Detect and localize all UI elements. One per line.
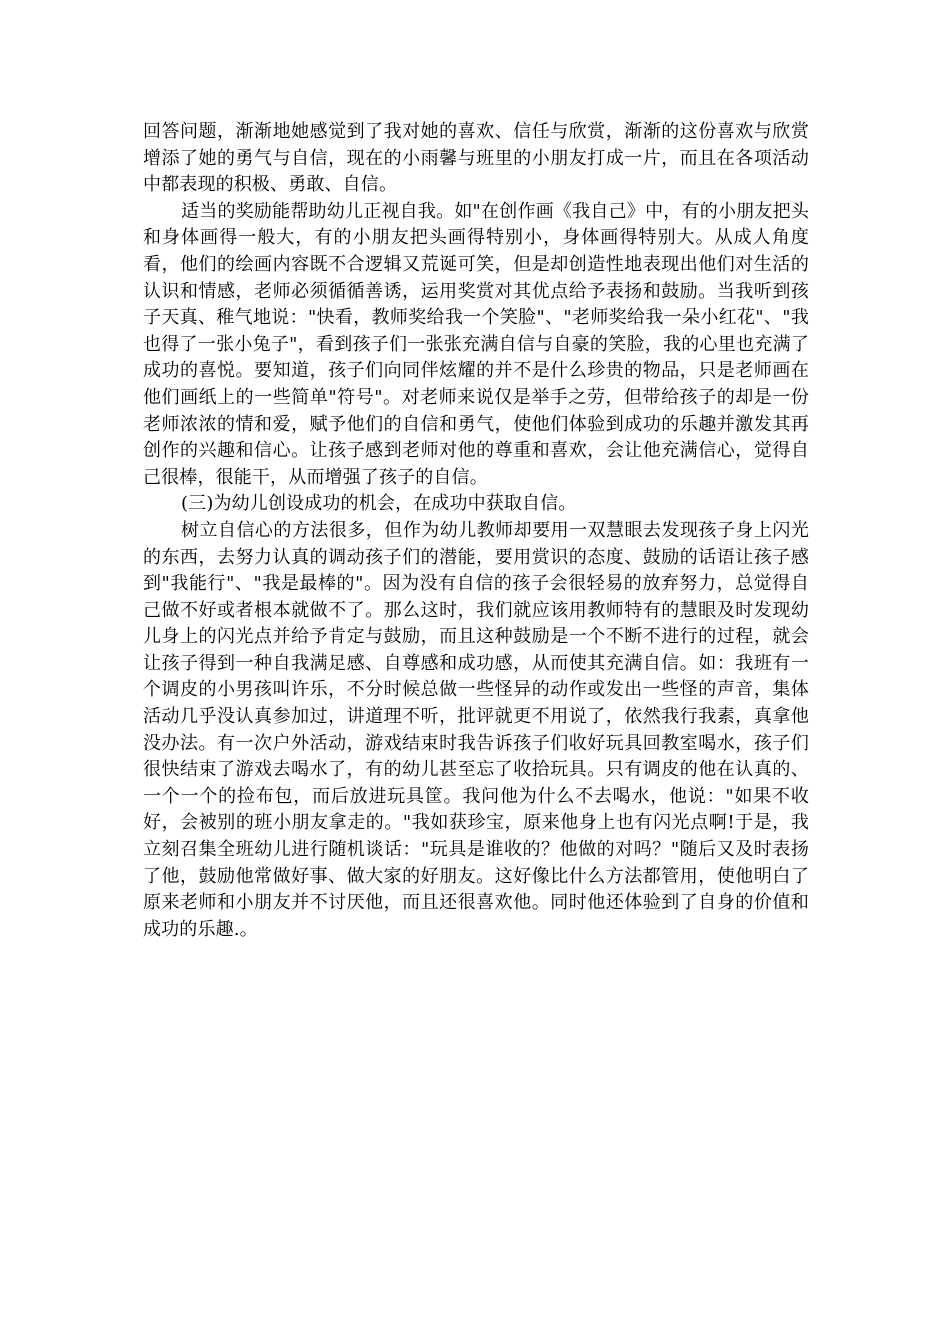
paragraph-2: 适当的奖励能帮助幼儿正视自我。如"在创作画《我自己》中，有的小朋友把头和身体画得一般大，有的小朋友把头画得特别小，身体画得特别大。从成人角度看，他们的绘画内容既不合逻辑又荒诞可笑，但是却创造性地表现出他们对生活的认识和情感，老师必须循循善诱，运用奖赏对其优点给予表扬和鼓励。当我听到孩子天真、稚气地说："快看，教师奖给我一个笑脸"、"老师奖给我一朵小红花"、"我也得了一张小兔子"，看到孩子们一张张充满自信与自豪的笑脸，我的心里也充满了成功的喜悦。要知道，孩子们向同伴炫耀的并不是什么珍贵的物品，只是老师画在他们画纸上的一些简单"符号"。对老师来说仅是举手之劳，但带给孩子的却是一份老师浓浓的情和爱，赋予他们的自信和勇气，使他们体验到成功的乐趣并激发其再创作的兴趣和信心。让孩子感到老师对他的尊重和喜欢，会让他充满信心，觉得自己很棒，很能干，从而增强了孩子的自信。 <box>143 200 809 488</box>
document-body <box>143 119 809 943</box>
paragraph-1: 回答问题，渐渐地她感觉到了我对她的喜欢、信任与欣赏，渐渐的这份喜欢与欣赏增添了她的勇气与自信，现在的小雨馨与班里的小朋友打成一片，而且在各项活动中都表现的积极、勇敢、自信。 <box>143 121 809 196</box>
paragraph-3: 树立自信心的方法很多，但作为幼儿教师却要用一双慧眼去发现孩子身上闪光的东西，去努力认真的调动孩子们的潜能，要用赏识的态度、鼓励的话语让孩子感到"我能行"、"我是最棒的"。因为没有自信的孩子会很轻易的放弃努力，总觉得自己做不好或者根本就做不了。那么这时，我们就应该用教师特有的慧眼及时发现幼儿身上的闪光点并给予肯定与鼓励，而且这种鼓励是一个不断不进行的过程，就会让孩子得到一种自我满足感、自尊感和成功感，从而使其充满自信。如：我班有一个调皮的小男孩叫许乐，不分时候总做一些怪异的动作或发出一些怪的声音，集体活动几乎没认真参加过，讲道理不听，批评就更不用说了，依然我行我素，真拿他没办法。有一次户外活动，游戏结束时我告诉孩子们收好玩具回教室喝水，孩子们很快结束了游戏去喝水了，有的幼儿甚至忘了收拾玩具。只有调皮的他在认真的、一个一个的捡布包，而后放进玩具筐。我问他为什么不去喝水，他说："如果不收好，会被别的班小朋友拿走的。"我如获珍宝，原来他身上也有闪光点啊!于是，我立刻召集全班幼儿进行随机谈话："玩具是谁收的？他做的对吗？"随后又及时表扬了他，鼓励他常做好事、做大家的好朋友。这好像比什么方法都管用，使他明白了原来老师和小朋友并不讨厌他，而且还很喜欢他。同时他还体验到了自身的价值和成功的乐趣.。 <box>143 519 809 940</box>
section-heading: (三)为幼儿创设成功的机会，在成功中获取自信。 <box>181 493 577 515</box>
